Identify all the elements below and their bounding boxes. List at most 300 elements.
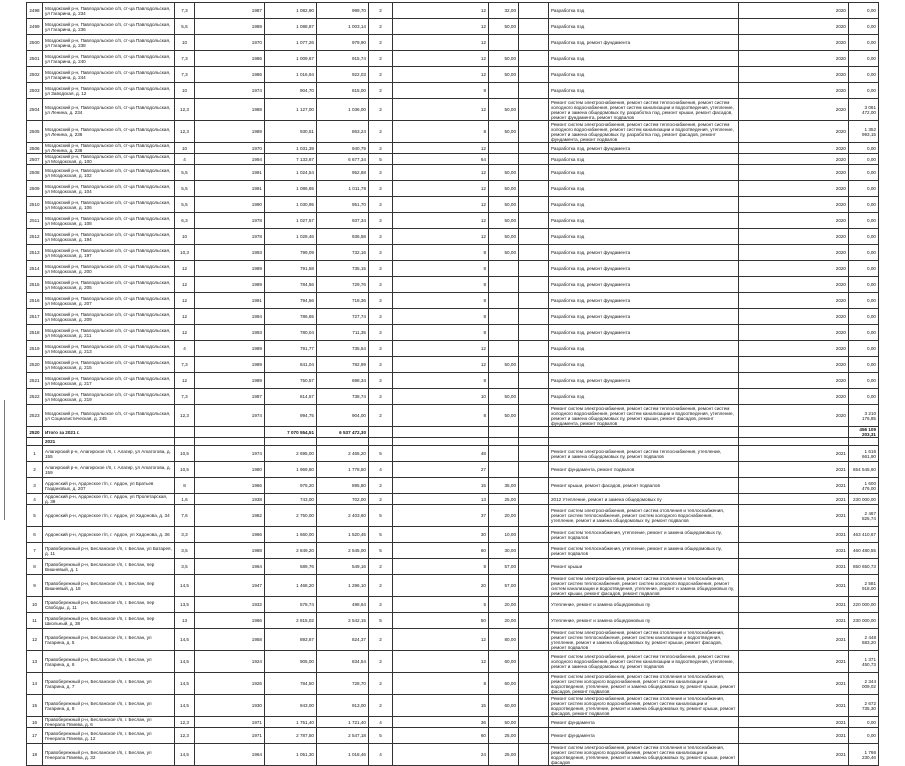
cell-y: 1989 (195, 373, 265, 389)
cell-sum: 0,00 (849, 143, 879, 154)
cell-empty (519, 357, 549, 373)
cell-m: 50,00 (489, 405, 519, 427)
cell-m: 20,00 (489, 613, 519, 629)
cell-yr: 2021 (739, 728, 849, 744)
cell-y: 1970 (195, 143, 265, 154)
cell-yr: 2021 (739, 543, 849, 559)
cell-addr: Правобережный р-н, Бесланское г/п, г. Беслан, ул Генерала Плиева, д. 32 (43, 744, 175, 766)
cell-w: Разработка пэд (549, 67, 739, 83)
cell-empty (519, 373, 549, 389)
cell-w: Ремонт систем теплоснабжения, утепление, ремонт и замена общедомовых пу, ремонт подвалов (549, 527, 739, 543)
cell-a: 10 (175, 35, 195, 51)
cell-a: 14,5 (175, 673, 195, 695)
cell-empty (519, 505, 549, 527)
cell-sum: 0,00 (849, 3, 879, 19)
cell-y: 1993 (195, 245, 265, 261)
cell-m (489, 143, 519, 154)
cell-l: 36 (393, 717, 489, 728)
cell-y: 1964 (195, 744, 265, 766)
cell-s1: 1 024,54 (265, 165, 317, 181)
cell-s1: 943,00 (265, 695, 317, 717)
cell-addr: Правобережный р-н, Бесланское г/п, г. Беслан, ул Гагарина, д. 5 (43, 629, 175, 651)
cell-l: 15 (393, 478, 489, 494)
cell-addr: Моздокский р-н, Павлодольское с/п, ст-ца Павлодольская, ул Моздокская, д. 211 (43, 325, 175, 341)
cell-s1: 1 016,94 (265, 67, 317, 83)
cell-y: 1958 (195, 629, 265, 651)
cell-addr: Ардонский р-н, Ардонское г/п, г. Ардон, ул Хадонова, д. 34 (43, 505, 175, 527)
cell-sum: 0,00 (849, 277, 879, 293)
cell-s1: 975,20 (265, 478, 317, 494)
table-row (27, 245, 879, 261)
cell-y: 1971 (195, 717, 265, 728)
cell-s2: 1 520,45 (317, 527, 369, 543)
cell-m: 50,00 (489, 67, 519, 83)
cell-empty (519, 197, 549, 213)
cell-m: 50,00 (489, 389, 519, 405)
cell-w: Ремонт систем электроснабжения, ремонт систем теплоснабжения, ремонт систем холодного водоснабжения, ремонт систем канализации и водоотведения, утепление, ремонт и замена общедомовых пу, разработка пэд, ремонт фасадов, ремонт фундамента, ремонт подвалов (549, 121, 739, 143)
cell-s2: 498,64 (317, 597, 369, 613)
cell-f: 2 (369, 121, 393, 143)
cell-y: 1924 (195, 651, 265, 673)
cell-no: 2516 (27, 293, 43, 309)
cell-yr: 2021 (739, 494, 849, 505)
cell-a: 5,5 (175, 197, 195, 213)
cell-y: 1993 (195, 325, 265, 341)
cell-m (489, 373, 519, 389)
cell-s2: 735,15 (317, 261, 369, 277)
table-row (27, 99, 879, 121)
cell-yr: 2020 (739, 277, 849, 293)
cell-w: Ремонт фундамента (549, 728, 739, 744)
register-table (26, 2, 879, 766)
cell-yr: 2020 (739, 389, 849, 405)
cell-m (489, 462, 519, 478)
cell-y: 1989 (195, 261, 265, 277)
cell-y: 1938 (195, 494, 265, 505)
cell-a: 14,5 (175, 575, 195, 597)
cell-l: 12 (393, 143, 489, 154)
cell-f: 2 (369, 261, 393, 277)
cell-s1: 1 031,39 (265, 143, 317, 154)
cell-a: 7,3 (175, 3, 195, 19)
table-row (27, 3, 879, 19)
cell-f: 5 (369, 446, 393, 462)
cell-yr: 2020 (739, 67, 849, 83)
cell-addr: Моздокский р-н, Павлодольское с/п, ст-ца Павлодольская, ул Моздокская, д. 215 (43, 357, 175, 373)
table-row (27, 293, 879, 309)
table-row (27, 373, 879, 389)
cell-yr: 2021 (739, 673, 849, 695)
cell-s1: 2 695,00 (265, 446, 317, 462)
table-row (27, 405, 879, 427)
cell-a: 5,5 (175, 165, 195, 181)
subtotal-area-total: 7 070 554,51 (265, 427, 317, 438)
cell-sum: 1 371 450,73 (849, 651, 879, 673)
cell-sum: 0,00 (849, 165, 879, 181)
cell-f: 5 (369, 543, 393, 559)
cell-addr: Моздокский р-н, Павлодольское с/п, ст-ца Павлодольская, ул Гагарина, д. 244 (43, 67, 175, 83)
cell-y: 1986 (195, 51, 265, 67)
cell-m: 80,00 (489, 629, 519, 651)
cell-no: 2499 (27, 19, 43, 35)
table-row (27, 325, 879, 341)
cell-m: 50,00 (489, 197, 519, 213)
cell-no: 2509 (27, 181, 43, 197)
cell-l: 37 (393, 505, 489, 527)
cell-y: 1988 (195, 543, 265, 559)
cell-f: 2 (369, 277, 393, 293)
cell-no: 2507 (27, 154, 43, 165)
cell-empty (519, 245, 549, 261)
cell-a: 14,5 (175, 695, 195, 717)
cell-no: 2505 (27, 121, 43, 143)
cell-sum: 230 000,00 (849, 613, 879, 629)
cell-l: 12 (393, 181, 489, 197)
cell-s1: 1 127,00 (265, 99, 317, 121)
cell-yr: 2021 (739, 462, 849, 478)
cell-f: 2 (369, 478, 393, 494)
cell-l: 8 (393, 373, 489, 389)
cell-w: Разработка пэд (549, 3, 739, 19)
cell-a: 4 (175, 154, 195, 165)
subtotal-row-2020 (27, 427, 879, 438)
cell-s2: 895,80 (317, 478, 369, 494)
cell-w: Ремонт систем теплоснабжения, утепление, ремонт и замена общедомовых пу, ремонт подвалов (549, 543, 739, 559)
cell-addr: Моздокский р-н, Павлодольское с/п, ст-ца Павлодольская, ул Моздокская, д. 200 (43, 261, 175, 277)
cell-l: 13 (393, 494, 489, 505)
cell-l: 8 (393, 245, 489, 261)
cell-s1: 589,76 (265, 559, 317, 575)
cell-l: 5 (393, 597, 489, 613)
cell-addr: Моздокский р-н, Павлодольское с/п, ст-ца Павлодольская, ул Ленина, д. 236 (43, 121, 175, 143)
cell-s2: 738,74 (317, 389, 369, 405)
cell-yr: 2020 (739, 325, 849, 341)
cell-addr: Правобережный р-н, Бесланское г/п, г. Беслан, ул Генерала Плиева, д. 12 (43, 728, 175, 744)
cell-s1: 2 815,02 (265, 613, 317, 629)
cell-s1: 1 077,26 (265, 35, 317, 51)
cell-a: 3,5 (175, 559, 195, 575)
cell-s2: 1 721,40 (317, 717, 369, 728)
cell-w: Ремонт систем электроснабжения, ремонт систем отопления и теплоснабжения, ремонт систем холодного водоснабжения, ремонт систем канализации и водоотведения, утепление, ремонт и замена общедомовых пу, ремонт крыши, ремонт фасадов (549, 744, 739, 766)
cell-sum: 2 467 825,74 (849, 505, 879, 527)
cell-yr: 2020 (739, 19, 849, 35)
cell-no: 8 (27, 559, 43, 575)
cell-empty (519, 462, 549, 478)
cell-yr: 2020 (739, 143, 849, 154)
cell-sum: 0,00 (849, 325, 879, 341)
cell-no: 2506 (27, 143, 43, 154)
cell-addr: Моздокский р-н, Павлодольское с/п, ст-ца Павлодольская, ул Гагарина, д. 240 (43, 51, 175, 67)
cell-y: 1974 (195, 446, 265, 462)
cell-sum: 0,00 (849, 728, 879, 744)
cell-sum: 3 061 472,00 (849, 99, 879, 121)
cell-f: 2 (369, 651, 393, 673)
cell-w: Ремонт крыши (549, 559, 739, 575)
cell-f: 2 (369, 165, 393, 181)
cell-w: Ремонт фундамента, ремонт подвалов (549, 462, 739, 478)
table-row (27, 505, 879, 527)
subtotal-label: 2520 (27, 427, 43, 438)
cell-m: 50,00 (489, 51, 519, 67)
cell-s1: 1 969,60 (265, 462, 317, 478)
cell-y: 1989 (195, 357, 265, 373)
table-row (27, 181, 879, 197)
cell-y: 1970 (195, 35, 265, 51)
cell-empty (519, 51, 549, 67)
table-row (27, 229, 879, 245)
cell-yr: 2021 (739, 717, 849, 728)
cell-m: 20,00 (489, 505, 519, 527)
cell-w: Ремонт систем электроснабжения, ремонт систем отопления и теплоснабжения, ремонт систем теплоснабжения, ремонт систем канализации и водоотведения, утепление, ремонт и замена общедомовых пу, ремонт крыши, ремонт фасадов, ремонт подвалов (549, 629, 739, 651)
cell-y: 1926 (195, 673, 265, 695)
cell-empty (519, 293, 549, 309)
cell-sum: 0,00 (849, 245, 879, 261)
cell-f: 2 (369, 67, 393, 83)
table-row (27, 35, 879, 51)
table-row (27, 83, 879, 99)
cell-a: 10 (175, 229, 195, 245)
cell-y: 1966 (195, 613, 265, 629)
cell-no: 7 (27, 543, 43, 559)
cell-f: 2 (369, 695, 393, 717)
cell-addr: Правобережный р-н, Бесланское г/п, г. Беслан, ул Гагарина, д. 7 (43, 673, 175, 695)
section-row-2021 (27, 438, 879, 446)
table-row (27, 728, 879, 744)
cell-a: 12,3 (175, 121, 195, 143)
cell-no: 17 (27, 728, 43, 744)
cell-w: Разработка пэд, ремонт фундамента (549, 325, 739, 341)
cell-y: 1994 (195, 309, 265, 325)
cell-l: 12 (393, 67, 489, 83)
cell-f: 2 (369, 673, 393, 695)
cell-no: 2512 (27, 229, 43, 245)
cell-l: 60 (393, 543, 489, 559)
cell-a: 7,3 (175, 67, 195, 83)
cell-s1: 1 009,67 (265, 51, 317, 67)
cell-no: 2514 (27, 261, 43, 277)
cell-s2: 936,58 (317, 229, 369, 245)
cell-a: 14,5 (175, 651, 195, 673)
cell-l: 27 (393, 462, 489, 478)
cell-no: 14 (27, 673, 43, 695)
cell-s1: 784,56 (265, 277, 317, 293)
cell-s2: 718,36 (317, 293, 369, 309)
cell-l: 24 (393, 744, 489, 766)
cell-f: 2 (369, 597, 393, 613)
cell-w: Ремонт систем электроснабжения, ремонт систем теплоснабжения, утепление, ремонт и замена общедомовых пу, ремонт подвалов (549, 446, 739, 462)
cell-s2: 2 542,15 (317, 613, 369, 629)
cell-m: 35,00 (489, 478, 519, 494)
cell-no: 6 (27, 527, 43, 543)
cell-f: 2 (369, 3, 393, 19)
cell-l: 8 (393, 325, 489, 341)
cell-f: 2 (369, 341, 393, 357)
cell-y: 1978 (195, 213, 265, 229)
cell-f: 5 (369, 728, 393, 744)
cell-s1: 7 133,67 (265, 154, 317, 165)
cell-empty (519, 19, 549, 35)
cell-no: 2521 (27, 373, 43, 389)
cell-s2: 915,74 (317, 51, 369, 67)
cell-s2: 711,35 (317, 325, 369, 341)
cell-s2: 824,37 (317, 629, 369, 651)
cell-s1: 841,04 (265, 357, 317, 373)
cell-f: 5 (369, 154, 393, 165)
cell-l: 8 (393, 261, 489, 277)
cell-f: 2 (369, 99, 393, 121)
cell-empty (519, 309, 549, 325)
cell-w: Разработка пэд, ремонт фундамента (549, 373, 739, 389)
cell-w: Ремонт фундамента (549, 717, 739, 728)
cell-a: 3,3 (175, 527, 195, 543)
cell-yr: 2020 (739, 154, 849, 165)
cell-yr: 2020 (739, 405, 849, 427)
cell-w: Разработка пэд (549, 341, 739, 357)
cell-y: 1986 (195, 67, 265, 83)
cell-addr: Моздокский р-н, Павлодольское с/п, ст-ца Павлодольская, ул Моздокская, д. 205 (43, 277, 175, 293)
cell-addr: Моздокский р-н, Павлодольское с/п, ст-ца Павлодольская, ул Моздокская, д. 207 (43, 293, 175, 309)
cell-no: 11 (27, 613, 43, 629)
cell-l: 12 (393, 19, 489, 35)
cell-sum: 0,00 (849, 389, 879, 405)
cell-empty (519, 325, 549, 341)
cell-m (489, 35, 519, 51)
cell-l: 12 (393, 357, 489, 373)
cell-a: 10,5 (175, 462, 195, 478)
cell-y: 1988 (195, 99, 265, 121)
cell-l: 10 (393, 389, 489, 405)
cell-no: 2520 (27, 357, 43, 373)
cell-s1: 1 751,40 (265, 717, 317, 728)
cell-f: 2 (369, 629, 393, 651)
cell-m (489, 341, 519, 357)
cell-w: Ремонт систем электроснабжения, ремонт систем отопления и теплоснабжения, ремонт систем теплоснабжения, ремонт систем холодного водоснабжения, утепление, ремонт и замена общедомовых пу, ремонт подвалов (549, 505, 739, 527)
cell-empty (519, 154, 549, 165)
cell-f: 2 (369, 181, 393, 197)
cell-f: 4 (369, 717, 393, 728)
cell-s2: 937,34 (317, 213, 369, 229)
cell-sum: 0,00 (849, 51, 879, 67)
cell-no: 2513 (27, 245, 43, 261)
table-row (27, 67, 879, 83)
cell-a: 3,5 (175, 543, 195, 559)
cell-empty (519, 181, 549, 197)
cell-s2: 940,79 (317, 143, 369, 154)
cell-s2: 728,70 (317, 673, 369, 695)
cell-s1: 780,04 (265, 325, 317, 341)
cell-m: 50,00 (489, 181, 519, 197)
cell-yr: 2020 (739, 121, 849, 143)
cell-a: 12 (175, 309, 195, 325)
cell-sum: 0,00 (849, 373, 879, 389)
cell-f: 2 (369, 357, 393, 373)
cell-f: 2 (369, 197, 393, 213)
cell-w: Разработка пэд (549, 389, 739, 405)
table-row (27, 121, 879, 143)
cell-m: 50,00 (489, 357, 519, 373)
cell-s2: 698,34 (317, 373, 369, 389)
cell-f: 2 (369, 309, 393, 325)
cell-s1: 2 849,20 (265, 543, 317, 559)
cell-a: 10 (175, 143, 195, 154)
cell-empty (519, 527, 549, 543)
cell-addr: Моздокский р-н, Павлодольское с/п, ст-ца Павлодольская, ул Моздокская, д. 209 (43, 309, 175, 325)
cell-a: 1,6 (175, 494, 195, 505)
cell-empty (519, 389, 549, 405)
cell-addr: Моздокский р-н, Павлодольское с/п, ст-ца Павлодольская, ул Гагарина, д. 234 (43, 3, 175, 19)
cell-no: 2500 (27, 35, 43, 51)
cell-m: 50,00 (489, 229, 519, 245)
cell-yr: 2020 (739, 309, 849, 325)
cell-l: 8 (393, 293, 489, 309)
cell-sum: 654 545,60 (849, 462, 879, 478)
cell-addr: Моздокский р-н, Павлодольское с/п, ст-ца Павлодольская, ул Гагарина, д. 238 (43, 35, 175, 51)
cell-yr: 2021 (739, 575, 849, 597)
cell-y: 1989 (195, 341, 265, 357)
cell-s2: 1 003,14 (317, 19, 369, 35)
cell-sum: 0,00 (849, 83, 879, 99)
cell-addr: Моздокский р-н, Павлодольское с/п, ст-ца Павлодольская, ул Моздокская, д. 213 (43, 341, 175, 357)
cell-yr: 2020 (739, 51, 849, 67)
cell-s2: 2 547,18 (317, 728, 369, 744)
cell-no: 1 (27, 446, 43, 462)
cell-l: 8 (393, 673, 489, 695)
cell-s2: 979,90 (317, 35, 369, 51)
cell-y: 1978 (195, 229, 265, 245)
cell-l: 12 (393, 213, 489, 229)
cell-m: 25,00 (489, 744, 519, 766)
cell-w: 2012 Утепление, ремонт и замена общедомовых пу (549, 494, 739, 505)
cell-s2: 6 677,34 (317, 154, 369, 165)
cell-addr: Правобережный р-н, Бесланское г/п, г. Беслан, пер Школьный, д. 38 (43, 613, 175, 629)
cell-m: 60,00 (489, 651, 519, 673)
cell-sum: 1 600 476,00 (849, 478, 879, 494)
cell-yr: 2021 (739, 597, 849, 613)
cell-sum: 0,00 (849, 261, 879, 277)
cell-a: 12 (175, 373, 195, 389)
cell-w: Разработка пэд, ремонт фундамента (549, 35, 739, 51)
table-row (27, 673, 879, 695)
cell-l: 8 (393, 121, 489, 143)
cell-no: 2519 (27, 341, 43, 357)
table-row (27, 494, 879, 505)
cell-m: 32,00 (489, 3, 519, 19)
cell-addr: Правобережный р-н, Бесланское г/п, г. Беслан, ул Гагарина, д. 6 (43, 651, 175, 673)
cell-y: 1987 (195, 3, 265, 19)
cell-f: 2 (369, 83, 393, 99)
cell-w: Разработка пэд, ремонт фундамента (549, 293, 739, 309)
cell-l: 8 (393, 309, 489, 325)
cell-sum: 0,00 (849, 154, 879, 165)
cell-f: 2 (369, 19, 393, 35)
table-row (27, 597, 879, 613)
cell-a: 12 (175, 277, 195, 293)
cell-a: 7,3 (175, 51, 195, 67)
cell-sum: 0,00 (849, 181, 879, 197)
table-row (27, 478, 879, 494)
cell-a: 12 (175, 261, 195, 277)
cell-l: 8 (393, 405, 489, 427)
cell-w: Разработка пэд (549, 229, 739, 245)
cell-empty (519, 613, 549, 629)
cell-s1: 743,00 (265, 494, 317, 505)
cell-a: 6,3 (175, 213, 195, 229)
cell-w: Ремонт систем электроснабжения, ремонт систем отопления и теплоснабжения, ремонт систем холодного водоснабжения, ремонт систем канализации и водоотведения, утепление, ремонт и замена общедомовых пу, ремонт крыши, ремонт фасадов, ремонт подвалов (549, 673, 739, 695)
cell-yr: 2021 (739, 613, 849, 629)
cell-m: 50,00 (489, 19, 519, 35)
cell-s1: 814,57 (265, 389, 317, 405)
cell-empty (519, 673, 549, 695)
